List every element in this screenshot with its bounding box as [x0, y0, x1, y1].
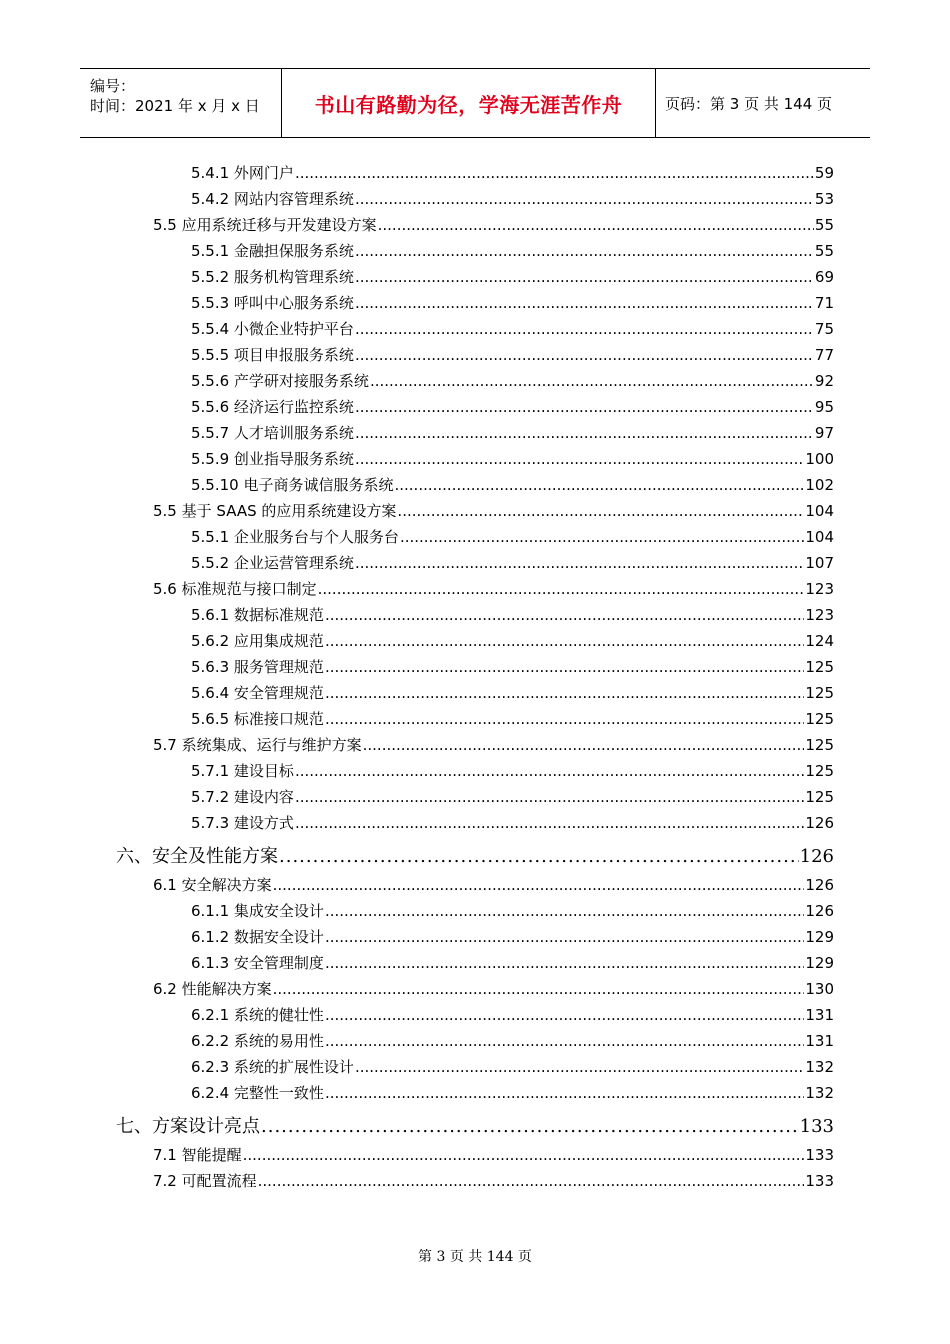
toc-entry-page: 55 — [814, 242, 834, 260]
toc-entry[interactable] — [191, 1004, 834, 1030]
toc-entry[interactable] — [191, 370, 834, 396]
toc-entry-title: 5.5.1 企业服务台与个人服务台 — [191, 528, 399, 546]
toc-entry-page: 125 — [805, 684, 834, 702]
toc-entry-page: 131 — [805, 1006, 834, 1024]
toc-leader-dots — [363, 736, 805, 754]
toc-entry-title: 6.2.2 系统的易用性 — [191, 1032, 324, 1050]
toc-leader-dots — [258, 1172, 805, 1190]
toc-entry[interactable] — [191, 1030, 834, 1056]
toc-leader-dots — [355, 190, 814, 208]
toc-entry-title: 6.1.2 数据安全设计 — [191, 928, 324, 946]
toc-entry[interactable] — [153, 734, 834, 760]
toc-entry-page: 69 — [814, 268, 834, 286]
toc-entry-title: 5.4.2 网站内容管理系统 — [191, 190, 354, 208]
toc-leader-dots — [295, 164, 814, 182]
toc-entry-page: 129 — [805, 928, 834, 946]
toc-entry-title: 5.5.7 人才培训服务系统 — [191, 424, 354, 442]
toc-leader-dots — [355, 242, 814, 260]
toc-entry-page: 125 — [805, 710, 834, 728]
toc-leader-dots — [400, 528, 804, 546]
toc-entry-title: 6.2.4 完整性一致性 — [191, 1084, 324, 1102]
toc-leader-dots — [295, 762, 804, 780]
toc-entry-page: 133 — [805, 1172, 834, 1190]
toc-entry-title: 6.2 性能解决方案 — [153, 980, 272, 998]
toc-entry-title: 5.5 基于 SAAS 的应用系统建设方案 — [153, 502, 397, 520]
toc-entry-page: 53 — [814, 190, 834, 208]
toc-entry[interactable] — [191, 448, 834, 474]
toc-entry-page: 97 — [814, 424, 834, 442]
toc-entry-page: 107 — [805, 554, 834, 572]
toc-leader-dots — [325, 1032, 804, 1050]
toc-entry[interactable] — [191, 552, 834, 578]
toc-entry[interactable] — [191, 656, 834, 682]
toc-entry-title: 六、安全及性能方案 — [116, 846, 278, 867]
toc-entry[interactable] — [191, 812, 834, 838]
toc-leader-dots — [378, 216, 814, 234]
toc-entry-page: 132 — [805, 1058, 834, 1076]
toc-entry-page: 102 — [805, 476, 834, 494]
toc-entry-title: 5.5.9 创业指导服务系统 — [191, 450, 354, 468]
toc-entry-title: 七、方案设计亮点 — [116, 1116, 260, 1137]
toc-entry-title: 5.7.1 建设目标 — [191, 762, 294, 780]
toc-entry[interactable] — [191, 760, 834, 786]
toc-entry-page: 104 — [805, 502, 834, 520]
toc-entry[interactable] — [191, 900, 834, 926]
toc-entry-page: 126 — [805, 814, 834, 832]
toc-leader-dots — [325, 606, 804, 624]
toc-entry-page: 77 — [814, 346, 834, 364]
toc-entry-page: 126 — [805, 902, 834, 920]
toc-leader-dots — [318, 580, 805, 598]
toc-entry[interactable] — [191, 526, 834, 552]
toc-leader-dots — [394, 476, 804, 494]
toc-entry-page: 132 — [805, 1084, 834, 1102]
toc-entry[interactable] — [191, 162, 834, 188]
toc-entry[interactable] — [191, 786, 834, 812]
toc-leader-dots — [355, 320, 814, 338]
toc-leader-dots — [370, 372, 814, 390]
toc-entry-title: 5.5.4 小微企业特护平台 — [191, 320, 354, 338]
toc-entry[interactable] — [153, 978, 834, 1004]
toc-entry-title: 5.5.1 金融担保服务系统 — [191, 242, 354, 260]
toc-entry[interactable] — [191, 604, 834, 630]
toc-entry-title: 7.1 智能提醒 — [153, 1146, 242, 1164]
toc-entry-page: 133 — [799, 1116, 834, 1137]
toc-entry-title: 5.4.1 外网门户 — [191, 164, 294, 182]
toc-entry-page: 123 — [805, 580, 834, 598]
toc-entry-title: 6.1.3 安全管理制度 — [191, 954, 324, 972]
toc-leader-dots — [355, 398, 814, 416]
toc-entry-title: 7.2 可配置流程 — [153, 1172, 257, 1190]
toc-entry-page: 92 — [814, 372, 834, 390]
toc-entry-page: 129 — [805, 954, 834, 972]
toc-entry[interactable] — [191, 926, 834, 952]
toc-leader-dots — [325, 1084, 804, 1102]
toc-entry-title: 5.7.2 建设内容 — [191, 788, 294, 806]
toc-entry-page: 125 — [805, 762, 834, 780]
toc-entry[interactable] — [191, 474, 834, 500]
toc-leader-dots — [325, 632, 804, 650]
toc-leader-dots — [355, 554, 804, 572]
toc-entry[interactable] — [191, 422, 834, 448]
toc-entry-title: 6.1 安全解决方案 — [153, 876, 272, 894]
toc-entry-title: 5.6 标准规范与接口制定 — [153, 580, 317, 598]
toc-entry[interactable] — [191, 292, 834, 318]
toc-entry-page: 95 — [814, 398, 834, 416]
toc-entry-page: 100 — [805, 450, 834, 468]
toc-entry-page: 104 — [805, 528, 834, 546]
toc-leader-dots — [325, 954, 804, 972]
toc-entry-title: 5.7 系统集成、运行与维护方案 — [153, 736, 362, 754]
toc-leader-dots — [273, 876, 805, 894]
toc-entry-page: 133 — [805, 1146, 834, 1164]
toc-entry-title: 5.5.10 电子商务诚信服务系统 — [191, 476, 394, 494]
toc-entry-page: 123 — [805, 606, 834, 624]
toc-entry-title: 5.5 应用系统迁移与开发建设方案 — [153, 216, 377, 234]
toc-entry-page: 75 — [814, 320, 834, 338]
page-footer: 第 3 页 共 144 页 — [418, 1249, 532, 1265]
toc-entry[interactable] — [191, 708, 834, 734]
toc-leader-dots — [355, 294, 814, 312]
toc-entry[interactable] — [153, 1144, 834, 1170]
toc-leader-dots — [397, 502, 804, 520]
toc-entry-title: 5.7.3 建设方式 — [191, 814, 294, 832]
toc-leader-dots — [355, 268, 814, 286]
toc-entry-page: 126 — [805, 876, 834, 894]
toc-leader-dots — [355, 450, 804, 468]
toc-entry[interactable] — [153, 1170, 834, 1196]
toc-leader-dots — [295, 814, 804, 832]
toc-entry[interactable] — [191, 188, 834, 214]
toc-leader-dots — [243, 1146, 805, 1164]
doc-number-label: 编号： — [90, 77, 136, 95]
toc-leader-dots — [325, 928, 804, 946]
toc-leader-dots — [295, 788, 804, 806]
toc-entry[interactable] — [191, 344, 834, 370]
header-motto: 书山有路勤为径，学海无涯苦作舟 — [314, 92, 623, 117]
toc-entry-title: 5.5.3 呼叫中心服务系统 — [191, 294, 354, 312]
toc-entry-title: 5.5.5 项目申报服务系统 — [191, 346, 354, 364]
toc-entry-page: 71 — [814, 294, 834, 312]
toc-leader-dots — [325, 684, 804, 702]
toc-leader-dots — [325, 658, 804, 676]
toc-entry[interactable] — [116, 842, 834, 872]
toc-entry-page: 59 — [814, 164, 834, 182]
toc-entry-page: 130 — [805, 980, 834, 998]
toc-entry[interactable] — [191, 318, 834, 344]
toc-entry-title: 5.5.6 经济运行监控系统 — [191, 398, 354, 416]
toc-entry[interactable] — [191, 952, 834, 978]
toc-leader-dots — [325, 1006, 804, 1024]
toc-entry-title: 5.6.3 服务管理规范 — [191, 658, 324, 676]
toc-entry-page: 125 — [805, 658, 834, 676]
toc-entry[interactable] — [191, 630, 834, 656]
toc-leader-dots — [355, 424, 814, 442]
toc-entry-page: 124 — [805, 632, 834, 650]
toc-entry-title: 5.5.2 企业运营管理系统 — [191, 554, 354, 572]
toc-leader-dots — [355, 346, 814, 364]
toc-entry[interactable] — [191, 1056, 834, 1082]
toc-entry-page: 125 — [805, 788, 834, 806]
toc-entry[interactable] — [191, 682, 834, 708]
toc-entry-title: 6.1.1 集成安全设计 — [191, 902, 324, 920]
toc-entry[interactable] — [153, 214, 834, 240]
toc-entry[interactable] — [153, 874, 834, 900]
header-page-cell — [655, 69, 870, 137]
toc-entry-title: 6.2.3 系统的扩展性设计 — [191, 1058, 354, 1076]
toc-entry-title: 5.6.1 数据标准规范 — [191, 606, 324, 624]
header-page-info: 页码：第 3 页 共 144 页 — [665, 94, 833, 113]
toc-entry-title: 6.2.1 系统的健壮性 — [191, 1006, 324, 1024]
toc-entry-page: 55 — [814, 216, 834, 234]
toc-leader-dots — [261, 1116, 799, 1137]
toc-entry[interactable] — [116, 1112, 834, 1142]
toc-entry-title: 5.6.2 应用集成规范 — [191, 632, 324, 650]
toc-leader-dots — [279, 846, 799, 867]
toc-entry-page: 131 — [805, 1032, 834, 1050]
toc-entry-title: 5.5.2 服务机构管理系统 — [191, 268, 354, 286]
toc-leader-dots — [325, 902, 804, 920]
toc-entry-page: 125 — [805, 736, 834, 754]
header-left-cell — [80, 69, 281, 137]
toc-entry[interactable] — [191, 266, 834, 292]
toc-leader-dots — [355, 1058, 804, 1076]
toc-entry-title: 5.6.4 安全管理规范 — [191, 684, 324, 702]
page-header — [80, 68, 870, 138]
toc-entry[interactable] — [153, 578, 834, 604]
header-motto-cell — [281, 69, 656, 137]
doc-date-label: 时间：2021 年 x 月 x 日 — [90, 97, 260, 115]
toc-entry[interactable] — [191, 1082, 834, 1108]
toc-leader-dots — [273, 980, 805, 998]
toc-entry[interactable] — [191, 396, 834, 422]
toc-entry-title: 5.6.5 标准接口规范 — [191, 710, 324, 728]
toc-entry[interactable] — [191, 240, 834, 266]
toc-entry-title: 5.5.6 产学研对接服务系统 — [191, 372, 369, 390]
toc-entry-page: 126 — [799, 846, 834, 867]
toc-entry[interactable] — [153, 500, 834, 526]
toc-leader-dots — [325, 710, 804, 728]
